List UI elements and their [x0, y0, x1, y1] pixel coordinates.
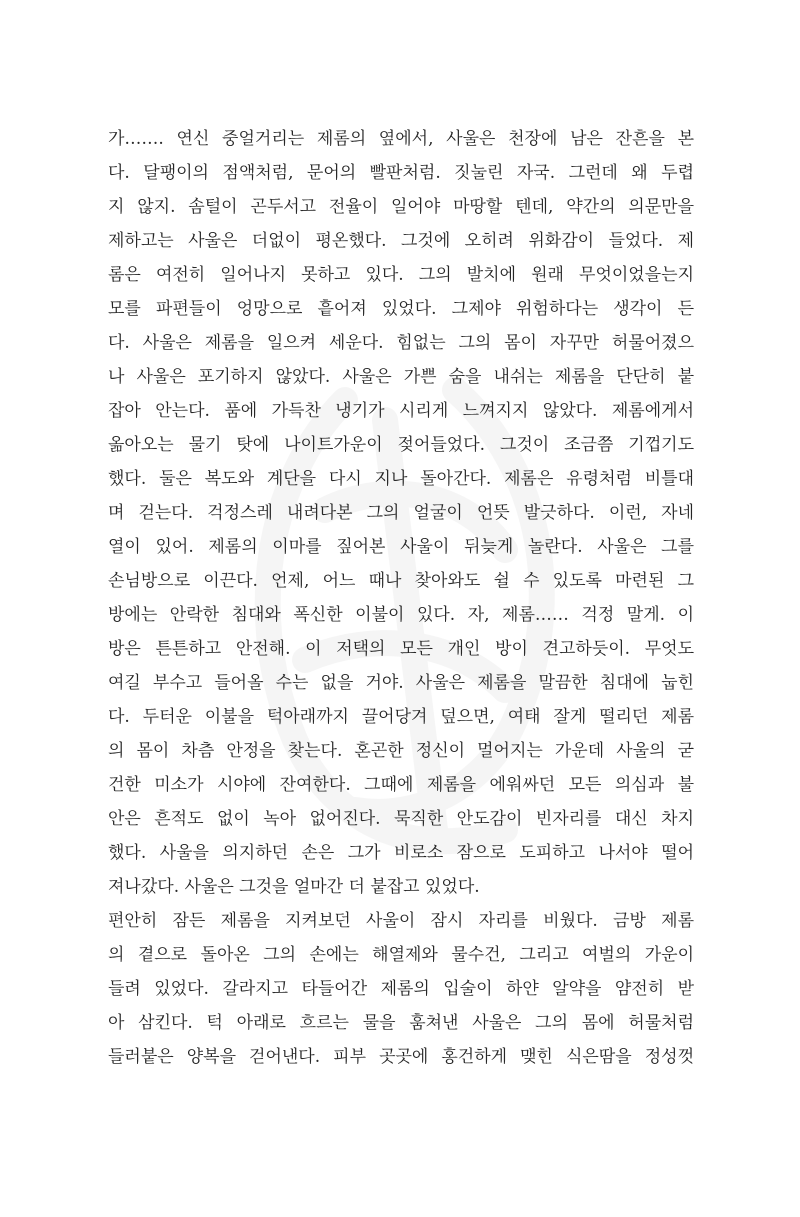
text-line: 들려 있었다. 갈라지고 타들어간 제롬의 입술이 하얀 알약을 얌전히 받 [108, 979, 694, 999]
text-line: 제하고는 사울은 더없이 평온했다. 그것에 오히려 위화감이 들었다. 제 [108, 231, 694, 251]
text-line: 편안히 잠든 제롬을 지켜보던 사울이 잠시 자리를 비웠다. 금방 제롬 [108, 911, 694, 931]
text-line: 방은 튼튼하고 안전해. 이 저택의 모든 개인 방이 견고하듯이. 무엇도 [108, 639, 694, 659]
text-line: 다. 두터운 이불을 턱아래까지 끌어당겨 덮으면, 여태 잘게 떨리던 제롬 [108, 707, 694, 727]
text-line: 가……. 연신 중얼거리는 제롬의 옆에서, 사울은 천장에 남은 잔흔을 본 [108, 129, 694, 149]
text-line: 모를 파편들이 엉망으로 흩어져 있었다. 그제야 위험하다는 생각이 든 [108, 299, 694, 319]
text-line: 건한 미소가 시야에 잔여한다. 그때에 제롬을 에워싸던 모든 의심과 불 [108, 775, 694, 795]
text-line: 여길 부수고 들어올 수는 없을 거야. 사울은 제롬을 말끔한 침대에 눕힌 [108, 673, 694, 693]
text-line: 의 몸이 차츰 안정을 찾는다. 혼곤한 정신이 멀어지는 가운데 사울의 굳 [108, 741, 694, 761]
text-line: 아 삼킨다. 턱 아래로 흐르는 물을 훔쳐낸 사울은 그의 몸에 허물처럼 [108, 1013, 694, 1033]
text-line: 의 곁으로 돌아온 그의 손에는 해열제와 물수건, 그리고 여벌의 가운이 [108, 945, 694, 965]
text-line: 안은 흔적도 없이 녹아 없어진다. 묵직한 안도감이 빈자리를 대신 차지 [108, 809, 694, 829]
text-line: 열이 있어. 제롬의 이마를 짚어본 사울이 뒤늦게 놀란다. 사울은 그를 [108, 537, 694, 557]
text-line: 방에는 안락한 침대와 폭신한 이불이 있다. 자, 제롬…… 걱정 말게. 이 [108, 605, 694, 625]
text-line: 잡아 안는다. 품에 가득찬 냉기가 시리게 느껴지지 않았다. 제롬에게서 [108, 401, 694, 421]
text-line: 손님방으로 이끈다. 언제, 어느 때나 찾아와도 쉴 수 있도록 마련된 그 [108, 571, 694, 591]
text-line: 했다. 사울을 의지하던 손은 그가 비로소 잠으로 도피하고 나서야 떨어 [108, 843, 694, 863]
text-line: 옮아오는 물기 탓에 나이트가운이 젖어들었다. 그것이 조금쯤 기껍기도 [108, 435, 694, 455]
text-line: 지 않지. 솜털이 곤두서고 전율이 일어야 마땅할 텐데, 약간의 의문만을 [108, 197, 694, 217]
text-line: 져나갔다. 사울은 그것을 얼마간 더 붙잡고 있었다. [108, 877, 480, 897]
text-line: 다. 사울은 제롬을 일으켜 세운다. 힘없는 그의 몸이 자꾸만 허물어졌으 [108, 333, 694, 353]
text-line: 나 사울은 포기하지 않았다. 사울은 가쁜 숨을 내쉬는 제롬을 단단히 붙 [108, 367, 694, 387]
text-line: 롬은 여전히 일어나지 못하고 있다. 그의 발치에 원래 무엇이었을는지 [108, 265, 694, 285]
text-line: 다. 달팽이의 점액처럼, 문어의 빨판처럼. 짓눌린 자국. 그런데 왜 두렵 [108, 163, 694, 183]
text-line: 했다. 둘은 복도와 계단을 다시 지나 돌아간다. 제롬은 유령처럼 비틀대 [108, 469, 694, 489]
text-line: 들러붙은 양복을 걷어낸다. 피부 곳곳에 홍건하게 맺힌 식은땀을 정성껏 [108, 1047, 694, 1067]
body-text [108, 122, 694, 1074]
text-line: 며 걷는다. 걱정스레 내려다본 그의 얼굴이 언뜻 발긋하다. 이런, 자네 [108, 503, 694, 523]
